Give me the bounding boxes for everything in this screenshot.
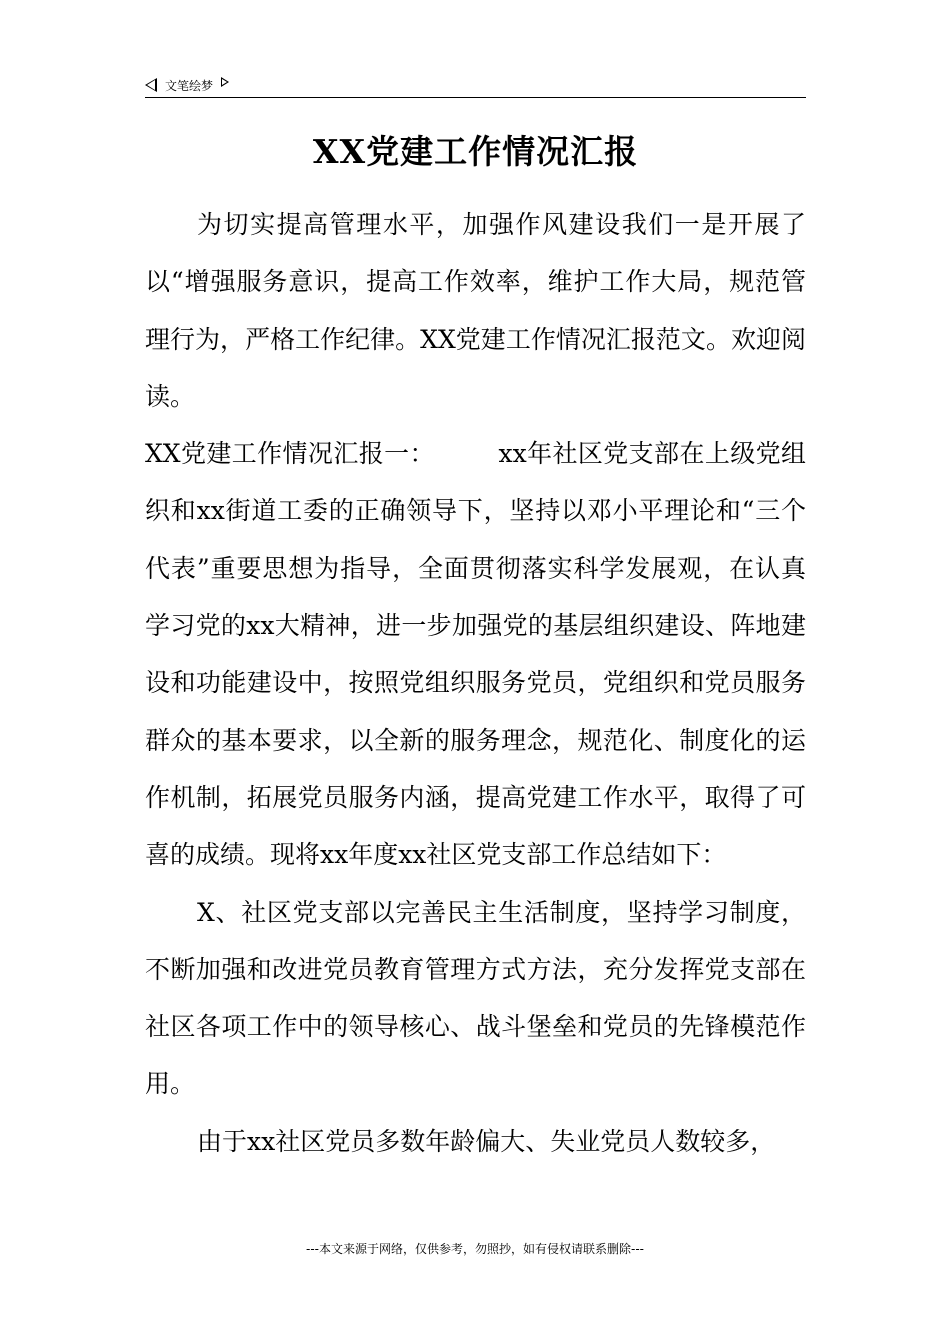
header-label: 文笔绘梦 [165,78,214,93]
footer-notice: ---本文来源于网络，仅供参考，勿照抄，如有侵权请联系删除--- [306,1242,644,1256]
paragraph-intro: 为切实提高管理水平，加强作风建设我们一是开展了以“增强服务意识，提高工作效率，维护工作大局，规范管理行为，严格工作纪律。XX党建工作情况汇报范文。欢迎阅读。 [145,210,806,411]
paragraph-report-one: XX党建工作情况汇报一： xx年社区党支部在上级党组织和xx街道工委的正确领导下，坚持以邓小平理论和“三个代表”重要思想为指导，全面贯彻落实科学发展观，在认真学习党的xx大精神，进一步加强党的基层组织建设、阵地建设和功能建设中，按照党组织服务党员，党组织和党员服务群众的基本要求，以全新的服务理念，规范化、制度化的运作机制，拓展党员服务内涵，提高党建工作水平，取得了可喜的成绩。现将xx年度xx社区党支部工作总结如下： [145,439,806,870]
document-body [145,196,806,1170]
triangle-left-icon [145,78,157,92]
paragraph-members: 由于xx社区党员多数年龄偏大、失业党员人数较多， [197,1126,776,1156]
page-header [145,74,229,96]
header-divider [145,97,806,98]
triangle-right-icon [221,77,229,87]
paragraph-section-x: X、社区党支部以完善民主生活制度，坚持学习制度，不断加强和改进党员教育管理方式方法，充分发挥党支部在社区各项工作中的领导核心、战斗堡垒和党员的先锋模范作用。 [145,897,806,1099]
document-title: XX党建工作情况汇报 [312,132,639,171]
